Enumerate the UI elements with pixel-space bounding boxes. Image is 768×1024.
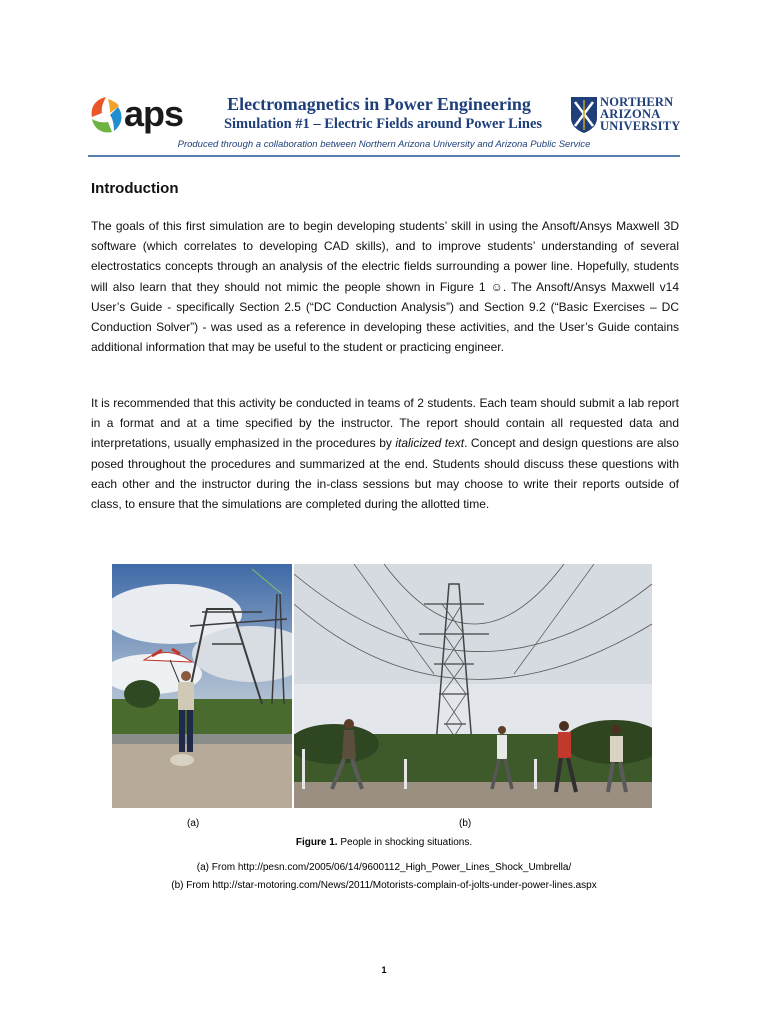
aps-logo (88, 95, 198, 139)
intro-paragraph-2 (91, 393, 679, 514)
section-heading-introduction: Introduction (91, 180, 179, 197)
intro-paragraph-2-italic: italicized text (395, 436, 465, 451)
nau-wordmark (600, 96, 681, 132)
figure-label-b: (b) (459, 818, 472, 829)
intro-paragraph-1: The goals of this first simulation are to begin developing students’ skill in using the Ansoft/Ansys Maxwell 3D software (which correlates to developing CAD skills), and to improve students’ understanding of several electrostatics concepts through an analysis of the electric fields surrounding a power line. Hopefully, students will also learn that they should not mimic the people shown in Figure 1 ☺. The Ansoft/Ansys Maxwell v14 User’s Guide - specifically Section 2.5 (“DC Conduction Analysis”) and Section 9.2 (“Basic Exercises – DC Conduction Solver”) - was used as a reference in developing these activities, and the User’s Guide contains additional information that may be useful to the student or practicing engineer. (91, 219, 679, 355)
figure-source-a: (a) From http://pesn.com/2005/06/14/9600112_High_Power_Lines_Shock_Umbrella/ (196, 862, 572, 873)
document-subtitle: Simulation #1 – Electric Fields around Power Lines (223, 116, 543, 132)
figure-photo-a (112, 564, 292, 808)
figure-caption-label: Figure 1. (295, 837, 338, 848)
figure-caption (0, 837, 768, 848)
document-title: Electromagnetics in Power Engineering (227, 94, 531, 114)
nau-logo (570, 96, 680, 136)
nau-line-3: UNIVERSITY (600, 119, 681, 133)
page-number: 1 (381, 965, 387, 975)
nau-shield-icon (570, 96, 598, 134)
aps-swirl-icon (88, 95, 124, 135)
nau-line-2: ARIZONA (600, 107, 661, 121)
figure-source-b: (b) From http://star-motoring.com/News/2011/Motorists-complain-of-jolts-under-power-lines.aspx (171, 880, 597, 891)
figure-label-a: (a) (187, 818, 200, 829)
figure-caption-text: People in shocking situations. (337, 837, 473, 848)
collaboration-note: Produced through a collaboration between Northern Arizona University and Arizona Public Service (177, 139, 591, 150)
figure-photo-b (294, 564, 652, 808)
nau-line-1: NORTHERN (600, 95, 674, 109)
intro-paragraph-2-start: It is recommended that this activity be conducted in teams of 2 students. Each team should submit a lab report in a format and at a time specified by the instructor. The report should contain all requested data and interpretations, usually emphasized in the procedures by (91, 396, 679, 451)
header-divider (88, 155, 680, 157)
aps-wordmark: aps (124, 93, 184, 134)
intro-paragraph-2-end: . Concept and design questions are also posed throughout the procedures and summarized at the end. Students should discuss these questions with each other and the instructor during the in-class sessions but may choose to write their reports outside of class, to ensure that the simulations are completed during the allotted time. (91, 436, 679, 512)
